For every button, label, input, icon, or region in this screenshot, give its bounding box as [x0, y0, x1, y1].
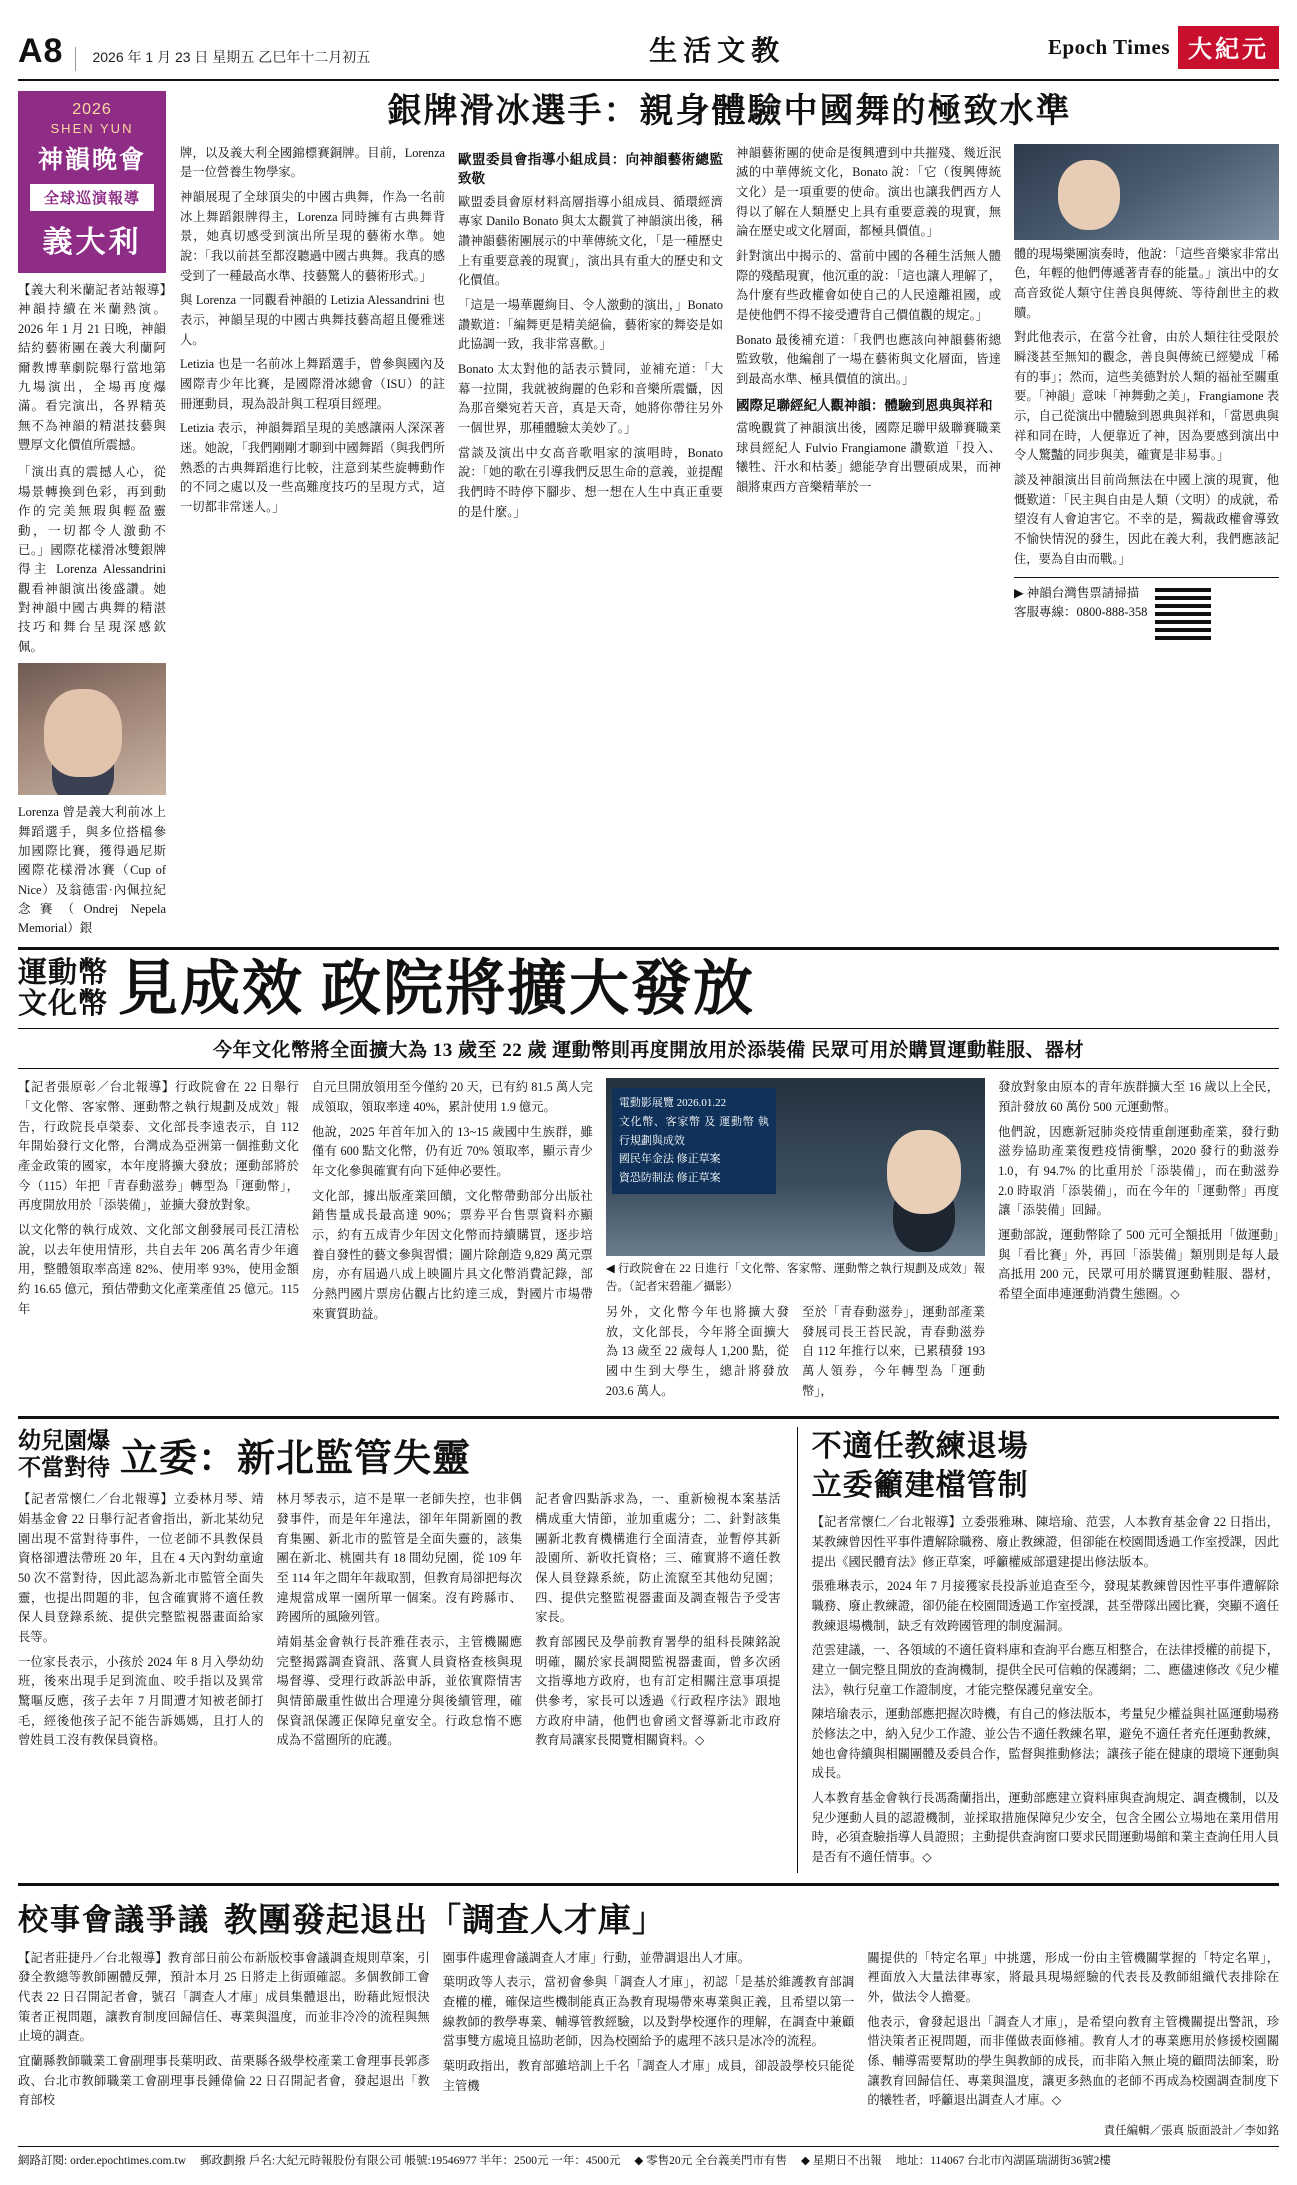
paragraph: 與 Lorenza 一同觀看神韻的 Letizia Alessandrini 也表示，神韻呈現的中國古典舞技藝高超且優雅迷人。 — [180, 293, 445, 347]
kindergarten-column-3 — [535, 1490, 781, 1756]
masthead — [18, 0, 1279, 81]
subhead-eu-member: 歐盟委員會指導小組成員：向神韻藝術總監致敬 — [458, 151, 723, 187]
paragraph: 記者會四點訴求為，一、重新檢視本案基活構成重大情節，並加重處分；二、針對該集團新北教育機構進行全面清查，並暫停其新設園所、新收托資格；三、確實將不適任教保人員登錄系統，防止流竄至其他幼兒園；四、提供完整監視器畫面及調查報告予受害家長。 — [535, 1492, 781, 1625]
paragraph: 「這是一場華麗絢目、令人激動的演出，」Bonato 讚歎道：「編舞更是精美絕倫，藝術家的舞姿是如此協調一致，我非常喜歡。」 — [458, 297, 723, 352]
paragraph: Letizia 表示，神韻舞蹈呈現的美感讓兩人深深著迷。她說，「我們剛剛才聊到中國舞蹈（與我們所熟悉的古典舞蹈進行比較，注意到某些旋轉動作的不同之處以及一些高難度技巧的呈現方式，這一切都非常迷人。」 — [180, 421, 445, 514]
presentation-slide — [612, 1088, 776, 1193]
school-headline-a: 校事會議爭議 — [18, 1904, 210, 1938]
shenyun-sidebar — [18, 91, 166, 939]
paragraph: 【記者常懷仁／台北報導】立委林月琴、靖娟基金會 22 日舉行記者會指出，新北某幼兒園出現不當對待事件，一位老師不具教保員資格卻遭法帶班 20 年，且在 4 天內對幼童逾 50 次不當對待，因此認為新北市監管全面失靈，也提出問題的非，包含確實將不適任教保人員登錄系統、提供完整監視器畫面給家長等。 — [18, 1492, 264, 1645]
sports-coupon-article — [18, 947, 1279, 1407]
subhead-fifa-agent: 國際足聯經紀人觀神韻：體驗到恩典與祥和 — [736, 397, 993, 413]
paragraph: 文化部，據出版產業回饋，文化幣帶動部分出版社銷售量成長最高達 90%；票券平台售票資料亦顯示，約有五成青少年因文化幣而持續購買，逐步培養自發性的藝文參與習慣；圖片除創造 9,829 萬元票房，亦有屆過八成上映圖片具文化幣消費記錄，部分熱門國片票房佔觀占比約達三成，對國片市場帶來實質助益。 — [311, 1188, 593, 1321]
coach-headline-line-1: 不適任教練退場 — [811, 1430, 1029, 1464]
logo-chinese: 大紀元 — [1178, 26, 1279, 69]
paragraph: 園事件處理會議調查人才庫」行動，並帶調退出人才庫。 — [442, 1950, 751, 1965]
slide-item-3: 資恐防制法 修正草案 — [618, 1172, 721, 1185]
speaker-figure — [887, 1130, 961, 1214]
logo-english: Epoch Times — [1047, 35, 1170, 59]
paragraph: 【記者常懷仁／台北報導】立委張雅琳、陳培瑜、范雲，人本教育基金會 22 日指出，某教練曾因性平事件遭解除職務、廢止教練證，但卻能在校園間透過工作室授課，因此提出《國民體育法》修正草案，呼籲權威部還建提出修法版本。 — [811, 1515, 1279, 1569]
shenyun-lead-1: 【義大利米蘭記者站報導】神韻持續在米蘭熱演。2026 年 1 月 21 日晚，神韻結約藝術團在義大利蘭阿爾教博華劇院舉行當地第九場演出，全場再度爆滿。看完演出，各界精英無不為神韻的精湛技藝與豐厚文化價值所震撼。 — [18, 283, 166, 452]
cabinet-meeting-photo — [606, 1078, 985, 1256]
sports-main-headline: 見成效 政院將擴大發放 — [118, 956, 756, 1023]
paragraph: 牌，以及義大利全國錦標賽銅牌。目前，Lorenza 是一位營養生物學家。 — [180, 145, 445, 180]
paragraph: 林月琴表示，這不是單一老師失控，也非偶發事件，而是年年違法，卻年年開新園的教育集團、新北市的監管是全面失靈的，該集團在新北、桃園共有 18 間幼兒園，從 109 年至 114 年之間年年裁取罰，但教育局卻把每次違規當成單一園所單一個案。沒有跨縣市、跨國所的風險列管。 — [276, 1492, 523, 1625]
paragraph: 當晚觀賞了神韻演出後，國際足聯甲級聯賽職業球員經紀人 Fulvio Frangiamone 讚歎道「投入、犧牲、汗水和枯萎」總能孕育出豐碩成果，而神韻將東西方音樂精華於一 — [736, 421, 1001, 495]
page-footer — [18, 2146, 1279, 2168]
sports-column-4 — [802, 1303, 985, 1406]
paragraph: 當談及演出中女高音歌唱家的演唱時，Bonato 說：「她的歌在引導我們反思生命的意義，並提醒我們時不時停下腳步、想一想在人生中真正重要的是什麼。」 — [458, 445, 723, 519]
paragraph: 談及神韻演出目前尚無法在中國上演的現實，他慨歎道：「民主與自由是人類（文明）的成就，希望沒有人會迫害它。不幸的是，獨裁政權會導致不愉快情況的發生，因此在義大利，我們應該記住，要為自由而戰。」 — [1014, 472, 1279, 566]
hotline-line-1: ▶ 神韻台灣售票請掃描 — [1014, 586, 1140, 601]
school-headline-group — [18, 1894, 1279, 1941]
paragraph: 另外，文化幣今年也將擴大發放，文化部長，今年將全面擴大為 13 歲至 22 歲每人 1,200 點，從國中生到大學生，總計將發放 203.6 萬人。 — [605, 1305, 789, 1398]
paragraph: 陳培瑜表示，運動部應把握次時機，有自己的修法版本，考量兒少權益與社區運動場務於修法之中，納入兒少工作證、並公告不適任教練名單，避免不適任者充任運動教練，她也會待續與相關團體及委員合作，監督與推動修法；讓孩子能在健康的環境下運動與成長。 — [811, 1707, 1279, 1781]
badge-chinese: 神韻晚會 — [37, 147, 146, 174]
footer-address: 地址：114067 台北市內湖區瑞湖街36號2樓 — [895, 2155, 1111, 2168]
sports-column-3 — [606, 1303, 789, 1406]
kicker-line-1: 運動幣 — [18, 956, 109, 989]
ticket-hotline[interactable] — [1014, 577, 1279, 640]
paragraph: 范雲建議，一、各領域的不適任資料庫和查詢平台應互相整合，在法律授權的前提下，建立一個完整且開放的查詢機制，提供全民可信賴的保護網；二、應儘速修改《兒少權法》，執行兒童工作證制度，才能完整保護兒童安全。 — [811, 1643, 1279, 1697]
paragraph: 張雅琳表示，2024 年 7 月接獲家長投訴並追查至今，發現某教練曾因性平事件遭解除職務、廢止教練證，卻仍能在校園間透過工作室授課，甚至帶隊出國比賽，突顯不適任教練退場機制，缺乏有效跨國管理的制度漏洞。 — [811, 1579, 1279, 1633]
paragraph: 他表示，會發起退出「調查人才庫」，是希望向教育主管機關提出警訊，珍惜決策者正視問題，而非僅做表面修補。教育人才的專業應用於修援校園關係、輔導需要幫助的學生與教師的成長，而非陷入無止境的顧問法師案，盼讓教育回歸信任、專業與溫度，讓更多熱血的老師不再成為校園調查制度下的犧牲者，呼籲退出調查人才庫。◇ — [867, 2014, 1280, 2108]
shenyun-headline: 銀牌滑冰選手：親身體驗中國舞的極致水準 — [387, 93, 1072, 130]
footer-postal: 郵政劃撥 戶名:大紀元時報股份有限公司 帳號:19546977 半年：2500元 一年：4500元 — [200, 2155, 621, 2168]
paragraph: 關提供的「特定名單」中挑選，形成一份由主管機關掌握的「特定名單」，裡面放入大量法律專家，將最具現場經驗的代表長及教師組織代表排除在外，做法令人擔憂。 — [867, 1950, 1280, 2005]
sports-column-5 — [998, 1078, 1279, 1406]
badge-english: SHEN YUN — [50, 121, 134, 136]
paragraph: 對此他表示，在當今社會，由於人類往往受限於瞬淺甚至無知的觀念，善良與傳統已經變成「稀有的事」；然而，這些美德對於人類的福祉至關重要。「神韻」意味「神舞動之美」，Frangiamone 表示，自己從演出中體驗到恩典與祥和，「當恩典與祥和同在時，人便靠近了神，因為要感到演出中令人驚豔的同步與美，確實是非易事。」 — [1014, 330, 1279, 463]
school-headline-b: 教團發起退出「調查人才庫」 — [224, 1902, 666, 1939]
paragraph: 神韻展現了全球頂尖的中國古典舞，作為一名前冰上舞蹈銀牌得主，Lorenza 同時擁有古典舞背景，她真切感受到演出所呈現的藝術水準。她說：「我以前甚至都沒聽過中國古典舞。我真的感受到了一種最高水準、技藝驚人的藝術形式。」 — [180, 189, 445, 283]
slide-title: 電動影展覽 2026.01.22 — [618, 1097, 727, 1110]
kicker-line-2: 文化幣 — [18, 988, 109, 1021]
shenyun-badge — [18, 91, 166, 273]
badge-year: 2026 — [72, 101, 112, 118]
paragraph: 宜蘭縣教師職業工會副理事長葉明政、苗栗縣各級學校產業工會理事長郭彥政、台北市教師職業工會副理事長鍾偉倫 22 日召開記者會，發起退出「教育部校 — [18, 2054, 430, 2108]
paragraph: 針對演出中揭示的、當前中國的各種生活無人體際的殘酷現實，他沉重的說：「這也讓人理解了，為什麼有些政權會如使自己的人民遠離祖國，或是使他們不得不接受遭背自己價值觀的規定。」 — [736, 248, 1001, 322]
lower-articles — [18, 1416, 1279, 1872]
paragraph: 一位家長表示，小孩於 2024 年 8 月入學幼幼班，後來出現手足到流血、咬手指以及異常驚嘔反應，孩子去年 7 月間遭才知被老師打毛，經後他孩子記不能告訴媽媽，且打人的曾姓員工沒有教保員資格。 — [18, 1654, 264, 1748]
qr-code[interactable] — [1155, 584, 1211, 640]
shenyun-column-2 — [458, 144, 723, 641]
shenyun-column-3 — [736, 144, 1001, 641]
newspaper-logo — [1048, 26, 1279, 71]
shenyun-lead-3: Lorenza 曾是義大利前冰上舞蹈選手，與多位搭檔參加國際比賽，獲得過尼斯國際花樣滑冰賽（Cup of Nice）及翁德雷·內佩拉紀念賽（Ondrej Nepela Memorial）銀 — [18, 805, 166, 936]
kindergarten-headline-group — [18, 1427, 781, 1482]
school-column-1 — [18, 1949, 430, 2116]
paragraph: 【記者莊捷丹／台北報導】教育部日前公布新版校事會議調查規則草案，引發全教總等教師團體反彈，預計本月 25 日將走上街頭確認。多個教師工會代表 22 日召開記者會，號召「調查人才庫」成員集體退出，盼藉此短恨決策者正視問題，讓教育制度回歸信任、專業與溫度，而並非冷冷的流程與無止境的調查。 — [18, 1950, 430, 2044]
sports-kicker — [18, 958, 108, 1021]
section-title: 生活文教 — [649, 36, 786, 67]
slide-item-1: 文化幣、客家幣 及 運動幣 執行規劃與成效 — [618, 1116, 769, 1147]
badge-country: 義大利 — [42, 226, 142, 259]
shenyun-lead-2: 「演出真的震撼人心，從場景轉換到色彩，再到動作的完美無瑕與輕盈靈動，一切都令人激動不已。」國際花樣滑冰雙銀牌得主 Lorenza Alessandrini 觀看神韻演出後盛讚。她對神韻中國古典舞的精湛技巧和舞台呈現深感欽佩。 — [18, 465, 166, 654]
paragraph: 發放對象由原本的青年族群擴大至 16 歲以上全民，預計發放 60 萬份 500 元運動幣。 — [998, 1080, 1279, 1115]
kindergarten-kicker — [18, 1428, 110, 1481]
paragraph: 人本教育基金會執行長馮喬蘭指出，運動部應建立資料庫與查詢規定、調查機制，以及兒少運動人員的認證機制，並採取措施保障兒少安全，包含全國公立場地在業用借用時，必須查驗指導人員證照；主動提供查詢窗口要求民間運動場館和業主查詢任用人員是否有不適任情事。◇ — [811, 1791, 1279, 1865]
editor-byline: 責任編輯／張真 版面設計／李如銘 — [1103, 2125, 1279, 2138]
coach-headline-line-2: 立委籲建檔管制 — [811, 1469, 1029, 1503]
kicker-line-1: 幼兒園爆 — [18, 1428, 110, 1454]
photo-caption: ◀ 行政院會在 22 日進行「文化幣、客家幣、運動幣之執行規劃及成效」報告。（記者宋碧龍／攝影） — [605, 1263, 986, 1294]
coach-headline — [812, 1427, 1279, 1505]
paragraph: 靖娟基金會執行長許雅荏表示，主管機關應完整揭露調查資訊、落實人員資格查核與現場督導、受理行政訴訟申訴，並依實際情害與情節嚴重性做出合理違分與後續管理，確保資訊保護正保障兒童安全。行政怠惰不應成為不當圈所的庇護。 — [276, 1635, 523, 1748]
sports-headline-group — [18, 958, 1279, 1021]
footer-sunday: ◆ 星期日不出報 — [800, 2155, 882, 2168]
issue-date: 2026 年 1 月 23 日 星期五 乙巳年十二月初五 — [75, 47, 386, 71]
paragraph: 運動部說，運動幣除了 500 元可全額抵用「做運動」與「看比賽」外，再回「添裝備」類別則是每人最高抵用 200 元，民眾可用於購買運動鞋服、器材，希望全面串連運動消費生態圈。◇ — [998, 1228, 1279, 1302]
paragraph: 神韻藝術團的使命是復興遭到中共摧殘、幾近泯滅的中華傳統文化，Bonato 說：「它（復興傳統文化）是一項重要的使命。演出也讓我們西方人得以了解在人類歷史上具有重要意義的現實，無論在歷史或文化層面，都極具價值。」 — [736, 145, 1001, 239]
paragraph: 以文化幣的執行成效、文化部文創發展司長江清松說，以去年使用情形，共自去年 206 萬名青少年適用，整體領取率高達 82%、使用率 93%，使用金額約 16.65 億元，預估帶動文化產業產值 25 億元。115 年 — [18, 1223, 299, 1316]
kicker-line-2: 不當對待 — [18, 1454, 110, 1480]
hotline-line-2: 客服專線：0800-888-358 — [1014, 605, 1148, 619]
badge-subtitle: 全球巡演報導 — [30, 184, 154, 211]
paragraph: 【記者張原彰／台北報導】行政院會在 22 日舉行「文化幣、客家幣、運動幣之執行規劃及成效」報告，行政院長卓榮泰、文化部長李遠表示，自 112 年開始發行文化幣，台灣成為亞洲第一個推動文化產金政策的國家，本年度將擴大發放；運動部將於今（115）年把「青春動滋券」轉型為「運動幣」，再度開放用於「添裝備」，並擴大發放對象。 — [18, 1080, 299, 1213]
paragraph: 葉明政指出，教育部雖培訓上千名「調查人才庫」成員，卻設設學校只能從主管機 — [442, 2059, 855, 2093]
school-meeting-article — [18, 1883, 1279, 2138]
paragraph: 教育部國民及學前教育署學的組科長陳銘說明確，關於家長調閱監視器畫面，曾多次函文指導地方政府，也有訂定相關注意事項提供參考，家長可以透過《行政程序法》跟地方政府申請，他們也會函文督導新北市政府教育局讓家長閱覽相關資料。◇ — [535, 1635, 781, 1748]
paragraph: 至於「青春動滋券」，運動部產業發展司長王苔民說，青春動滋券自 112 年推行以來，已累積發 193 萬人領券，今年轉型為「運動幣」， — [801, 1305, 986, 1398]
coach-article — [797, 1427, 1279, 1872]
paragraph: Bonato 太太對他的話表示贊同，並補充道：「大幕一拉開，我就被絢麗的色彩和音樂所震懾，因為那音樂宛若天音，真是天奇，她將你帶往另外一個世界，那種體驗太美妙了。」 — [458, 362, 723, 436]
interviewee-photo — [1014, 144, 1279, 240]
kindergarten-main-headline: 立委：新北監管失靈 — [120, 1438, 472, 1481]
sports-photo-column — [606, 1078, 985, 1406]
sports-column-2 — [312, 1078, 593, 1406]
paragraph: 葉明政等人表示，當初會參與「調查人才庫」，初認「是基於維護教育部調查權的權，確保這些機制能真正為教育現場帶來專業與正義，且希望以第一線教師的教學專業、輔導管教經驗，以及對學校運作的理解，在調查中兼顧當事雙方處境且協助老師，因為校園給予的處理不該只是冰冷的流程。 — [442, 1975, 855, 2049]
sports-deck: 今年文化幣將全面擴大為 13 歲至 22 歲 運動幣則再度開放用於添裝備 民眾可用於購買運動鞋服、器材 — [18, 1028, 1279, 1069]
paragraph: Bonato 最後補充道：「我們也應該向神韻藝術總監致敬，他編創了一場在藝術與文化層面，皆達到最高水準、極具價值的演出。」 — [736, 332, 1001, 386]
shenyun-column-1 — [180, 144, 445, 641]
kindergarten-column-2 — [277, 1490, 523, 1756]
paragraph: Letizia 也是一名前冰上舞蹈選手，曾參與國內及國際青少年比賽，是國際滑冰總會（ISU）的註冊運動員，現為設計與工程項目經理。 — [180, 357, 445, 411]
paragraph: 體的現場樂團演奏時，他說：「這些音樂家非常出色，年輕的他們傳遞著青春的能量。」演出中的女高音致從人類守住善良與傳統、等待創世主的救贖。 — [1014, 246, 1279, 320]
paragraph: 他們說，因應新冠肺炎疫情重創運動產業，發行動滋券協助產業復甦疫情衝擊，2020 發行的動滋券 1.0，有 94.7% 的比重用於「添裝備」，而在動滋券 2.0 時取消「添裝備」，而在今年的「運動幣」再度讓「添裝備」回歸。 — [998, 1124, 1279, 1218]
slide-item-2: 國民年金法 修正草案 — [618, 1153, 721, 1166]
paragraph: 他說，2025 年首年加入的 13~15 歲國中生族群，雖僅有 600 點文化幣，仍有近 70% 領取率，顯示青少年文化參與確實有向下延伸必要性。 — [311, 1124, 593, 1179]
shenyun-column-4 — [1014, 144, 1279, 641]
footer-subscribe[interactable]: 網路訂閱: order.epochtimes.com.tw — [18, 2155, 186, 2168]
footer-retail: ◆ 零售20元 全台義美門市有售 — [634, 2155, 787, 2168]
paragraph: 歐盟委員會原材料高層指導小組成員、循環經濟專家 Danilo Bonato 與太太觀賞了神韻演出後，稱讚神韻藝術團展示的中華傳統文化，「是一種歷史上有重要意義的現實」，演出具有重大的歷史和文化價值。 — [458, 194, 723, 288]
sports-column-1 — [18, 1078, 299, 1406]
kindergarten-article — [18, 1427, 781, 1872]
kindergarten-column-1 — [18, 1490, 264, 1756]
shenyun-article — [18, 81, 1279, 939]
school-column-3 — [867, 1949, 1279, 2116]
coach-body — [812, 1513, 1279, 1867]
shenyun-portrait-photo — [18, 663, 166, 795]
school-column-2 — [443, 1949, 855, 2116]
paragraph: 自元旦開放領用至今僅約 20 天，已有約 81.5 萬人完成領取，領取率達 40%，累計使用 1.9 億元。 — [311, 1080, 593, 1115]
page-folio: A8 — [18, 32, 64, 70]
